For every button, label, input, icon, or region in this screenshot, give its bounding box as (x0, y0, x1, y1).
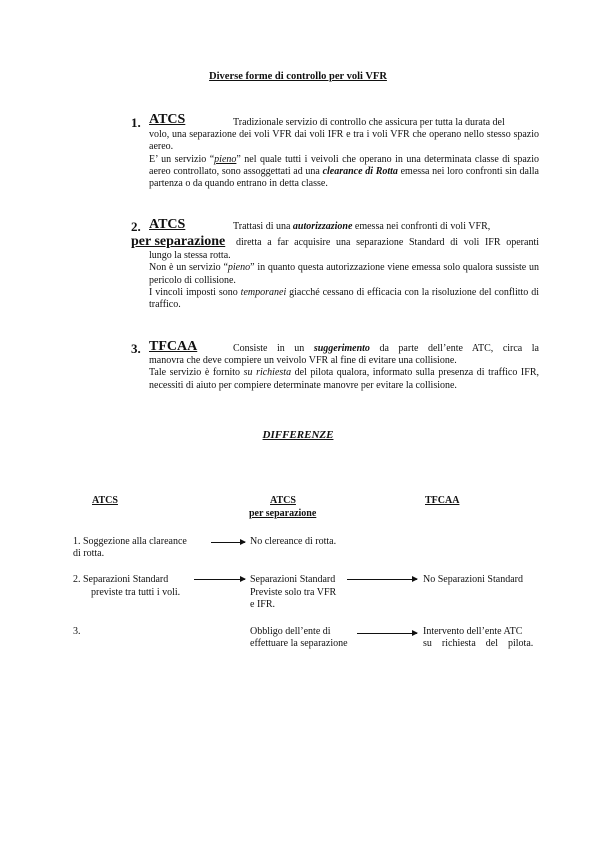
section-1-body (149, 129, 539, 190)
section-3-number: 3. (131, 341, 141, 356)
column-tfcaa-header: TFCAA (425, 495, 460, 506)
suggerimento-term: suggerimento (313, 343, 370, 354)
page-title: Diverse forme di controllo per voli VFR (209, 71, 387, 82)
section-3-para-2: Tale servizio è fornito su richiesta del pilota qualora, informato sulla presenza di traffico IFR, necessiti di aiuto per compiere determinate manovre per evitare la collisione. (149, 367, 539, 391)
row-3-col-1: 3. (73, 626, 81, 637)
temporanei-term: temporanei (240, 286, 287, 298)
section-1-para-1: volo, una separazione dei voli VFR dai voli IFR e tra i voli VFR che operano nello stesso spazio aereo. (149, 129, 539, 153)
section-1-lead: Tradizionale servizio di controllo che assicura per tutta la durata del (233, 117, 505, 128)
column-atcs-header: ATCS (92, 495, 118, 506)
section-3-body (149, 355, 539, 392)
row-2-col-2-line-2: Previste solo tra VFR (250, 587, 337, 598)
pieno-term: pieno (214, 153, 237, 165)
column-atcs-separazione-header: ATCS (270, 495, 296, 506)
section-1-number: 1. (131, 115, 141, 130)
section-2-para-3: I vincoli imposti sono temporanei giacché cessano di efficacia con la risoluzione del conflitto di traffico. (149, 286, 539, 311)
section-2-lead: Trattasi di una autorizzazione emessa nei confronti di voli VFR, (233, 221, 491, 232)
section-2-heading-2: per separazione (131, 234, 226, 249)
row-1-col-1-line-2: di rotta. (73, 548, 105, 559)
row-2-col-2-line-3: e IFR. (250, 599, 275, 610)
row-2-arrow-1-icon (194, 579, 245, 580)
row-1-col-2: No clereance di rotta. (250, 536, 337, 547)
section-2-body (149, 250, 539, 311)
row-2-col-1-line-2: previste tra tutti i voli. (91, 587, 181, 598)
section-3-lead: Consiste in un suggerimento da parte dell’ente ATC, circa la (233, 343, 539, 354)
section-2-heading: ATCS (149, 217, 186, 232)
row-3-col-2-line-1: Obbligo dell’ente di (250, 626, 331, 637)
row-2-col-1-line-1: 2. Separazioni Standard (73, 574, 169, 585)
su-richiesta-term: su richiesta (243, 367, 292, 379)
row-3-arrow-icon (357, 633, 417, 634)
row-2-col-3: No Separazioni Standard (423, 574, 523, 585)
section-2-para-2: Non è un servizio “pieno” in quanto questa autorizzazione viene emessa solo qualora sussiste un pericolo di collisione. (149, 262, 539, 286)
section-1-para-2: E’ un servizio “pieno” nel quale tutti i veivoli che operano in una determinata classe di spazio aereo controllato, sono assoggettati ad una clearance di Rotta emessa nei loro confronti sin dalla partenza o da quando entrano in detta classe. (149, 153, 539, 190)
section-2-number: 2. (131, 219, 141, 234)
autorizzazione-term: autorizzazione (292, 221, 353, 232)
row-3-col-3-line-2: su richiesta del pilota. (423, 638, 534, 649)
row-1-col-1-line-1: 1. Soggezione alla clareance (73, 536, 187, 547)
column-atcs-separazione-header-2: per separazione (249, 508, 317, 519)
differenze-title: DIFFERENZE (262, 429, 334, 441)
clearance-term: clearance di Rotta (322, 165, 398, 177)
pieno-term-2: pieno (227, 262, 251, 274)
section-1-heading: ATCS (149, 112, 186, 127)
row-2-col-2-line-1: Separazioni Standard (250, 574, 336, 585)
section-2-para-1: lungo la stessa rotta. (149, 250, 231, 261)
section-2-lead-2: diretta a far acquisire una separazione Standard di voli IFR operanti (236, 237, 539, 248)
row-3-col-2-line-2: effettuare la separazione (250, 638, 348, 649)
row-2-arrow-2-icon (347, 579, 417, 580)
section-3-para-1: manovra che deve compiere un veivolo VFR al fine di evitare una collisione. (149, 355, 457, 366)
row-1-arrow-icon (211, 542, 245, 543)
section-3-heading: TFCAA (149, 339, 198, 354)
row-3-col-3-line-1: Intervento dell’ente ATC (423, 626, 523, 637)
